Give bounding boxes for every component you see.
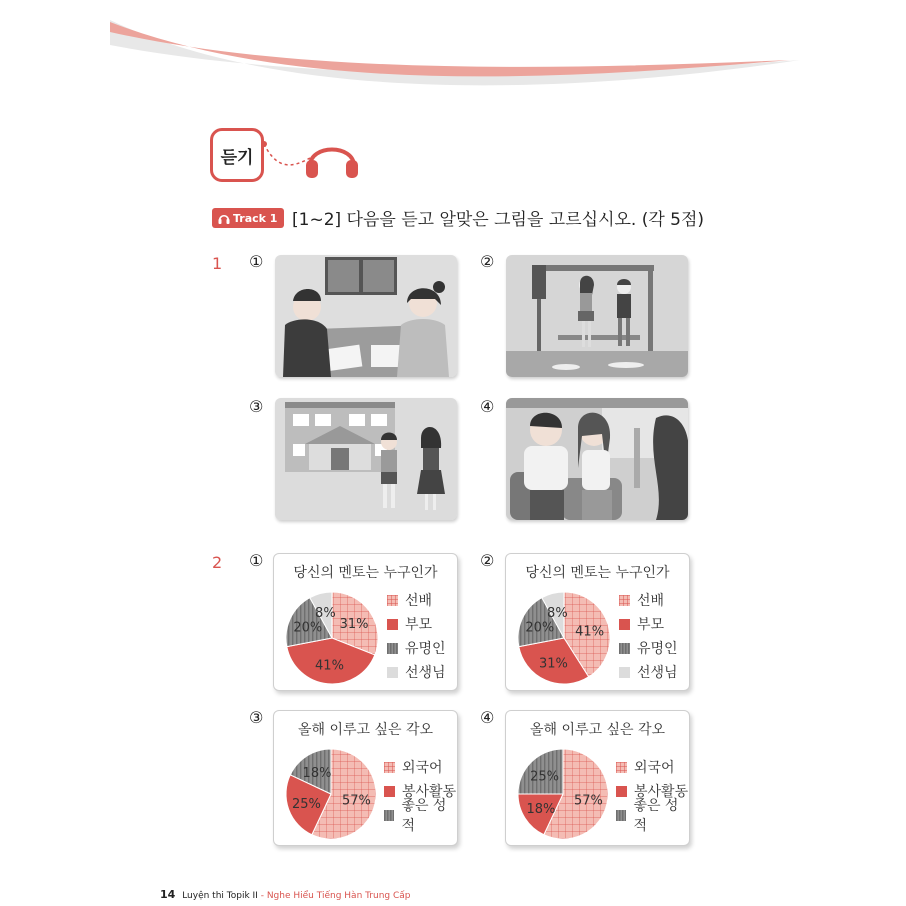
option-marker[interactable]: ①	[249, 252, 264, 271]
legend-item	[616, 798, 689, 834]
pie-chart	[284, 747, 378, 841]
illustration-bus-interior[interactable]	[506, 398, 688, 520]
pie-label: 20%	[293, 620, 323, 636]
option-marker[interactable]: ②	[480, 252, 495, 271]
pie-label: 57%	[574, 793, 603, 809]
option-marker[interactable]: ③	[249, 397, 264, 416]
legend-swatch	[387, 643, 398, 654]
legend-label: 봉사활동	[402, 784, 457, 800]
chart-legend	[619, 588, 678, 684]
pie-chart-card[interactable]	[505, 710, 690, 846]
legend-item	[387, 660, 446, 684]
legend-label: 부모	[637, 617, 665, 633]
legend-label: 선생님	[405, 665, 446, 681]
legend-item	[619, 588, 678, 612]
legend-item	[384, 798, 457, 834]
section-label: 듣기	[220, 147, 254, 168]
legend-swatch	[619, 619, 630, 630]
chart-title: 당신의 멘토는 누구인가	[525, 565, 670, 581]
chart-title: 당신의 멘토는 누구인가	[293, 565, 438, 581]
pie-label: 57%	[342, 793, 371, 809]
legend-swatch	[616, 810, 626, 821]
pie-chart-card[interactable]	[505, 553, 690, 691]
legend-label: 봉사활동	[634, 784, 689, 800]
pie-chart	[516, 590, 612, 686]
legend-item	[387, 636, 446, 660]
legend-label: 선배	[637, 593, 665, 609]
book-subtitle: - Nghe Hiểu Tiếng Hàn Trung Cấp	[260, 891, 411, 901]
pie-chart-card[interactable]	[273, 710, 458, 846]
question-number: 1	[212, 254, 223, 273]
headphone-icon	[300, 136, 364, 180]
legend-label: 유명인	[637, 641, 678, 657]
legend-swatch	[384, 786, 395, 797]
chart-legend	[387, 588, 446, 684]
legend-item	[387, 612, 446, 636]
legend-swatch	[616, 762, 627, 773]
pie-label: 18%	[302, 765, 332, 781]
pie-label: 8%	[315, 606, 336, 622]
pie-label: 8%	[547, 606, 568, 622]
illustration-building[interactable]	[275, 398, 457, 520]
legend-swatch	[387, 595, 398, 606]
legend-swatch	[387, 667, 398, 678]
legend-swatch	[619, 595, 630, 606]
legend-label: 선생님	[637, 665, 678, 681]
option-marker[interactable]: ②	[480, 551, 495, 570]
track-badge[interactable]	[212, 208, 284, 228]
headphone-small-icon	[218, 213, 230, 224]
illustration-office-meeting[interactable]	[275, 255, 457, 377]
book-title: Luyện thi Topik II	[182, 891, 258, 901]
section-badge	[210, 128, 264, 182]
legend-item	[384, 755, 457, 779]
pie-label: 25%	[530, 769, 559, 785]
chart-legend	[616, 755, 689, 834]
legend-label: 유명인	[405, 641, 446, 657]
pie-label: 41%	[315, 658, 344, 674]
pie-label: 31%	[339, 617, 369, 633]
chart-title: 올해 이루고 싶은 각오	[297, 722, 434, 738]
chart-title: 올해 이루고 싶은 각오	[529, 722, 666, 738]
chart-legend	[384, 755, 457, 834]
option-marker[interactable]: ③	[249, 708, 264, 727]
legend-item	[619, 612, 678, 636]
legend-item	[619, 636, 678, 660]
legend-swatch	[619, 667, 630, 678]
pie-label: 25%	[291, 796, 321, 812]
legend-item	[619, 660, 678, 684]
legend-swatch	[619, 643, 630, 654]
pie-chart	[284, 590, 380, 686]
legend-swatch	[616, 786, 627, 797]
legend-label: 외국어	[634, 760, 675, 776]
pie-label: 31%	[538, 656, 568, 672]
legend-label: 좋은 성적	[401, 798, 447, 834]
legend-label: 좋은 성적	[633, 798, 679, 834]
pie-label: 18%	[526, 801, 556, 817]
legend-swatch	[384, 762, 395, 773]
pie-chart	[516, 747, 610, 841]
legend-swatch	[384, 810, 394, 821]
page-number: 14	[160, 888, 176, 901]
legend-label: 부모	[405, 617, 433, 633]
option-marker[interactable]: ④	[480, 708, 495, 727]
track-label: Track 1	[233, 211, 278, 225]
legend-item	[387, 588, 446, 612]
header-swoosh	[0, 0, 906, 110]
pie-label: 41%	[575, 624, 605, 640]
pie-chart-card[interactable]	[273, 553, 458, 691]
page-footer	[160, 888, 411, 901]
instruction-text: [1~2] 다음을 듣고 알맞은 그림을 고르십시오. (각 5점)	[292, 210, 705, 230]
option-marker[interactable]: ④	[480, 397, 495, 416]
illustration-bus-stop[interactable]	[506, 255, 688, 377]
option-marker[interactable]: ①	[249, 551, 264, 570]
pie-label: 20%	[525, 620, 555, 636]
legend-label: 외국어	[402, 760, 443, 776]
question-number: 2	[212, 553, 223, 572]
legend-swatch	[387, 619, 398, 630]
legend-label: 선배	[405, 593, 433, 609]
legend-item	[616, 755, 689, 779]
